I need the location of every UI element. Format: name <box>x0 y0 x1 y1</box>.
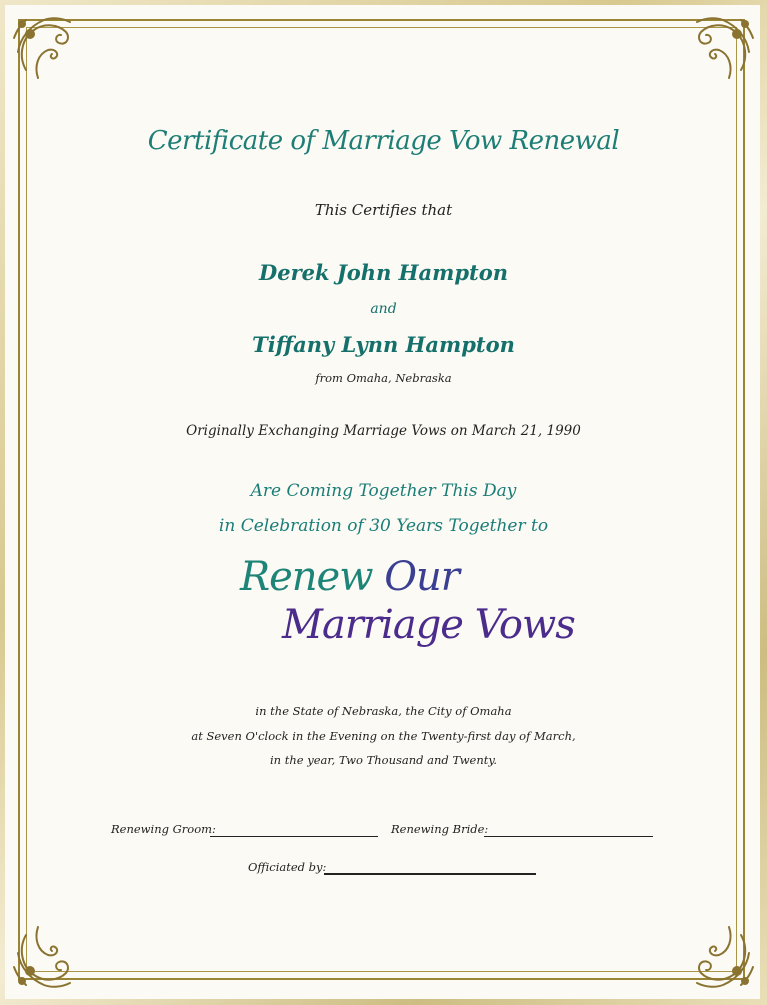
certifies-text: This Certifies that <box>314 201 453 219</box>
original-vows-text: Originally Exchanging Marriage Vows on March 21, 1990 <box>186 423 581 439</box>
bride-signature-label: Renewing Bride: <box>391 822 489 836</box>
renew-our-heading <box>240 554 459 600</box>
flourish-ornament-icon <box>8 917 88 997</box>
flourish-ornament-icon <box>679 917 759 997</box>
celebration-text: in Celebration of 30 Years Together to <box>218 516 549 536</box>
year-text: in the year, Two Thousand and Twenty. <box>269 753 498 767</box>
marriage-vows-heading: Marriage Vows <box>282 602 575 648</box>
flourish-ornament-icon <box>8 8 88 88</box>
groom-signature-line[interactable] <box>210 836 378 837</box>
our-word: Our <box>384 554 459 600</box>
groom-signature-label: Renewing Groom: <box>111 822 216 836</box>
renew-word: Renew <box>240 554 373 600</box>
location-text: in the State of Nebraska, the City of Omaha <box>255 704 512 718</box>
time-text: at Seven O'clock in the Evening on the Twenty-first day of March, <box>191 729 576 743</box>
and-text: and <box>370 301 397 317</box>
hometown-text: from Omaha, Nebraska <box>315 371 452 385</box>
groom-name: Derek John Hampton <box>259 260 508 285</box>
flourish-ornament-icon <box>679 8 759 88</box>
bride-signature-line[interactable] <box>484 836 653 837</box>
bride-name: Tiffany Lynn Hampton <box>252 332 515 357</box>
coming-together-text: Are Coming Together This Day <box>250 481 517 501</box>
officiant-signature-label: Officiated by: <box>248 860 327 874</box>
officiant-signature-line[interactable] <box>324 873 536 875</box>
certificate-title: Certificate of Marriage Vow Renewal <box>147 126 620 156</box>
